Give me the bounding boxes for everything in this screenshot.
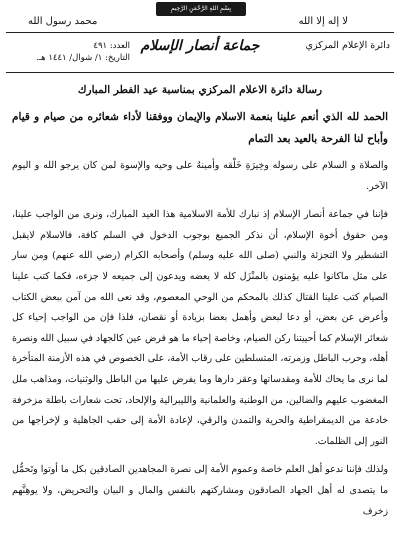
opening-praise: الحمد لله الذي أنعم علينا بنعمة الاسلام والإيمان ووفقنا لأداء شعائره من صيام و قيام وأباح لنا الفرحة بالعيد بعد التمام [12,111,388,145]
organization-logo: جماعة أنصار الإسلام [140,38,260,54]
issue-number: العدد: ٤٩١ [93,41,130,51]
letter-body [12,84,388,530]
seal-text-left: محمد رسول الله [28,16,98,27]
paragraph-salutation: والصلاة و السلام على رسوله وخِيرَةِ خَلْقه وأمينهُ على وحيه والإسوة لمن كان يرجو الله و اليوم الآخر. [12,160,388,192]
issue-info [10,40,130,64]
header-divider-bottom [6,72,394,73]
paragraph-main: فإننا في جماعة أنصار الإسلام إذ نبارك للأمة الاسلامية هذا العيد المبارك، ونرى من الواجب علينا، ومن حقوق أخوة الإسلام، أن نذكر الجميع بوجوب الدخول في السلم كافة، فالاسلام لايقبل التشطير ولا التجزئة والنبي (صلى الله عليه وسلم) وأصحابه الكرام (رضي الله عنهم) ومن سار على مثل ماكانوا عليه يؤمنون بالمنْزَل كله لا يعضه ويدعون إلى جميعه لا جزءه، فكما كتب علينا الصيام كتب علينا القتال كذلك بالمحكم من الوحي المعصوم، وقد نعى الله من آمن ببعض الكتاب وأعرض عن بعض، أو دعا لبعض وأهمل بعضا بزيادة أو نقصان، فلذا فإن من الواجب إحياء كل شعائر الإسلام كما أحييتنا ركن الصيام، وخاصة إحياء ما هو فرض عين كالجهاد في سبيل الله ونصرة أهله، وحرب الباطل وزمرته، المتسلطين على رقاب الأمة، على الخصوص في هذه الأزمنة المتأخرة لما نرى ما يحاك للأمة ومقدساتها وعقر دارها وما يفرض عليها من الباطل والوثنيات، ومذاهب ملل المغضوب عليهم والضالين، من الوطنية والعلمانية والليبرالية والإلحاد، تحت شعارات باطلة مزخرفة خادعة من الديمقراطية والحرية والتمدن والرقي، لإعادة الأمة إلى حقب الجاهلية و لإخراجها من النور إلى الظلمات. [12,209,388,447]
seal-text-right: لا إله إلا الله [298,16,348,27]
department-name: دائرة الإعلام المركزي [305,40,390,51]
paragraph-call: ولذلك فإننا ندعو أهل العلم خاصة وعموم الأمة إلى نصرة المجاهدين الصادقين بكل ما أوتوا وتَحمُّل ما يتصدى له أهل الجهاد الصادقون ومشاركتهم بالنفس والمال و البيان والتحريض، ولا يوهِنَّهم زخرف [12,464,388,517]
letter-title: رسالة دائرة الاعلام المركزي بمناسبة عيد الفطر المبارك [77,84,323,96]
issue-date: التاريخ: ١/ شوال/ ١٤٤١ هـ. [35,53,130,63]
header-divider-top [6,32,394,33]
basmala-banner: بِسْمِ اللهِ الرَّحْمَنِ الرَّحِيمِ [156,2,246,16]
